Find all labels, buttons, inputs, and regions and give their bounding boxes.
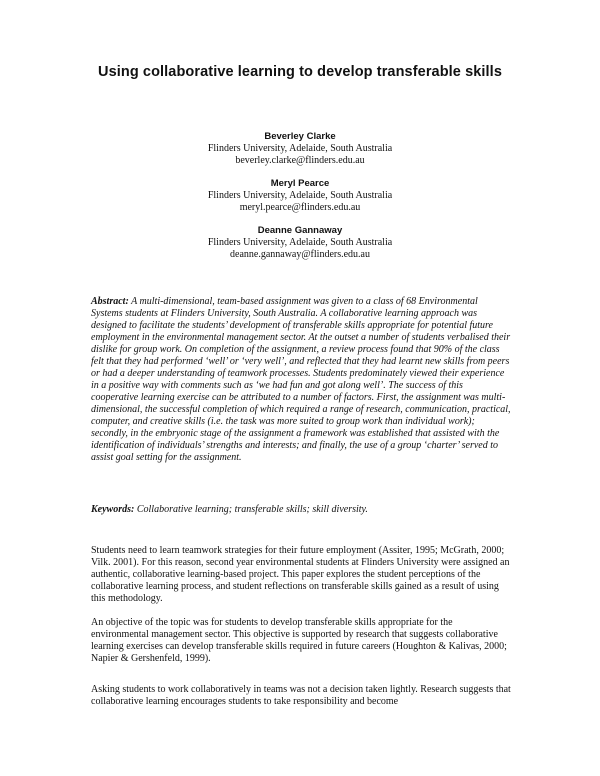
keywords-text: Collaborative learning; transferable skills; skill diversity. — [136, 504, 368, 515]
body-paragraph-2: An objective of the topic was for students to develop transferable skills appropriate for the environmental management sector. This objective is supported by research that suggests collaborative learning exercises can develop transferable skills required in future careers (Houghton & Kalivas, 2000; Napier & Gershenfeld, 1999). — [91, 617, 507, 664]
author-name: Beverley Clarke — [264, 131, 336, 142]
abstract-text: A multi-dimensional, team-based assignment was given to a class of 68 Environmental Systems students at Flinders University, South Australia. A collaborative learning approach was designed to facilitate the students’ development of transferable skills appropriate for potential future employment in the environmental management sector. At the outset a number of students verbalised their dislike for group work. On completion of the assignment, a review process found that 90% of the class felt that they had performed ‘well’ or ‘very well’, and reflected that they had learnt new skills from peers or had a deeper understanding of teamwork processes. Students predominately viewed their experience in a positive way with comments such as ‘we had fun and got along well’. The success of this cooperative learning exercise can be attributed to a number of factors. First, the assignment was multi-dimensional, the successful completion of which required a range of research, communication, practical, computer, and creative skills (i.e. the task was more suited to group work than individual work); secondly, in the embryonic stage of the assignment a framework was established that assisted with the identification of individuals’ strengths and interests; and finally, the use of a group ‘charter’ served to assist goal setting for the assignment. — [91, 296, 511, 463]
body-paragraph-3: Asking students to work collaboratively in teams was not a decision taken lightly. Research suggests that collaborative learning encourages students to take responsibility and become — [91, 684, 511, 707]
keywords — [91, 504, 511, 516]
author-affiliation: Flinders University, Adelaide, South Australia — [207, 237, 393, 248]
body-paragraph-1: Students need to learn teamwork strategies for their future employment (Assiter, 1995; McGrath, 2000; Vilk. 2001). For this reason, second year environmental students at Flinders University were assigned an authentic, collaborative learning-based project. This paper explores the student perceptions of the collaborative learning process, and student reflections on transferable skills gained as a result of using this methodology. — [91, 545, 510, 604]
abstract — [91, 296, 511, 464]
author-name: Deanne Gannaway — [257, 225, 343, 236]
author-name: Meryl Pearce — [270, 178, 330, 189]
paper-title: Using collaborative learning to develop transferable skills — [98, 64, 502, 80]
author-1 — [0, 130, 600, 167]
author-affiliation: Flinders University, Adelaide, South Australia — [207, 143, 393, 154]
author-2 — [0, 177, 600, 214]
author-list — [0, 130, 600, 271]
abstract-label: Abstract: — [91, 296, 129, 307]
author-3 — [0, 224, 600, 261]
author-affiliation: Flinders University, Adelaide, South Australia — [207, 190, 393, 201]
keywords-label: Keywords: — [91, 504, 135, 515]
author-email: meryl.pearce@flinders.edu.au — [239, 202, 361, 213]
author-email: beverley.clarke@flinders.edu.au — [235, 155, 365, 166]
author-email: deanne.gannaway@flinders.edu.au — [230, 249, 370, 260]
